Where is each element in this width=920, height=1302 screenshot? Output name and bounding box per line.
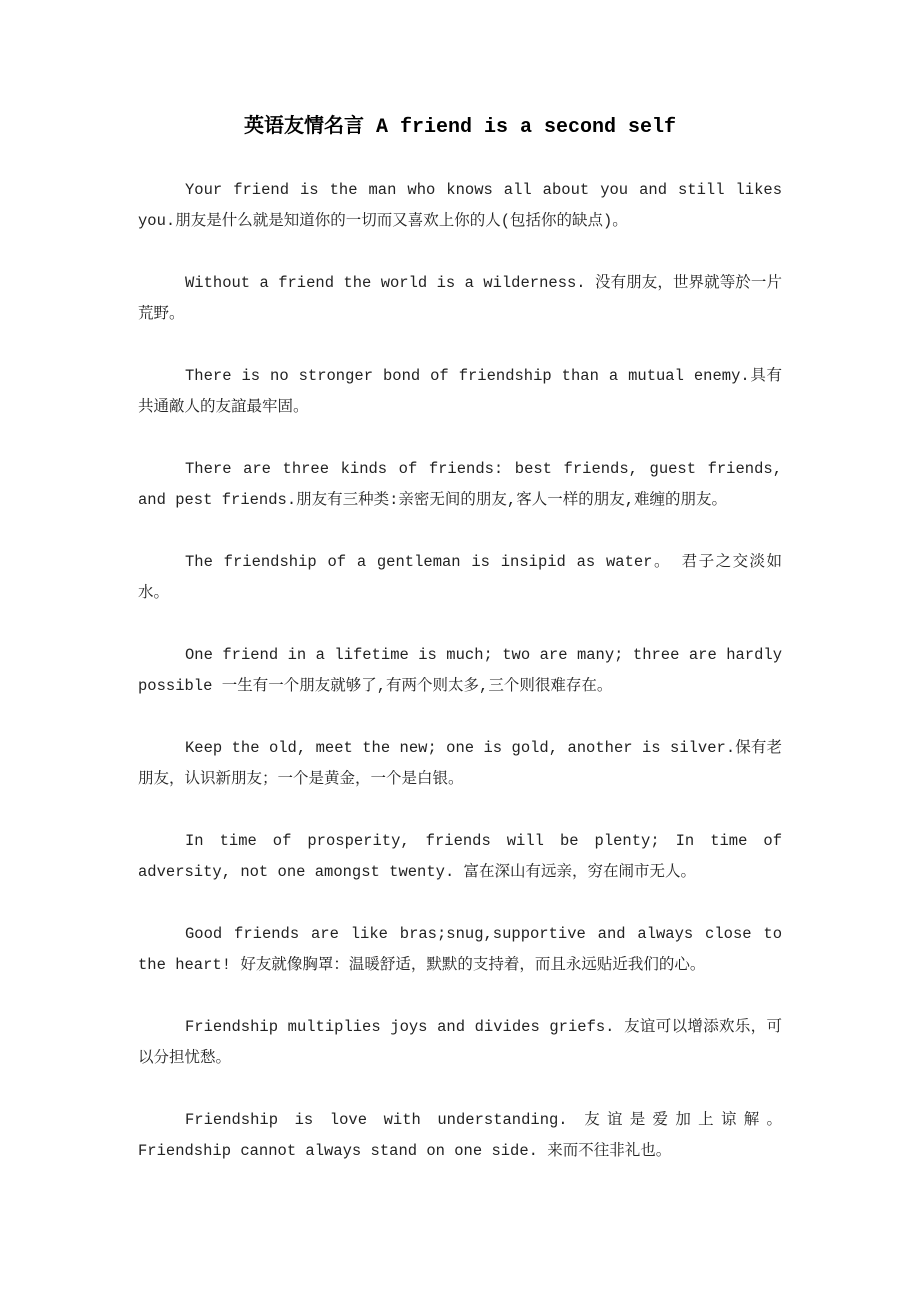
- quote-paragraph: There are three kinds of friends: best friends, guest friends, and pest friends.朋友有三种类:亲密无间的朋友,客人一样的朋友,难缠的朋友。: [138, 460, 782, 509]
- quote-paragraph: Friendship is love with understanding. 友谊是爱加上谅解。 Friendship cannot always stand on one side. 来而不往非礼也。: [138, 1111, 782, 1160]
- quote-paragraph: In time of prosperity, friends will be plenty; In time of adversity, not one amongst twenty. 富在深山有远亲，穷在闹市无人。: [138, 832, 782, 881]
- quote-paragraph: Your friend is the man who knows all about you and still likes you.朋友是什么就是知道你的一切而又喜欢上你的人(包括你的缺点)。: [138, 181, 782, 230]
- quote-paragraph: The friendship of a gentleman is insipid as water。 君子之交淡如水。: [138, 553, 782, 602]
- quote-paragraph: There is no stronger bond of friendship than a mutual enemy.具有共通敵人的友誼最牢固。: [138, 367, 782, 416]
- quote-paragraph: Good friends are like bras;snug,supportive and always close to the heart! 好友就像胸罩：温暖舒适，默默的支持着，而且永远贴近我们的心。: [138, 925, 782, 974]
- quote-paragraph: Friendship multiplies joys and divides griefs. 友谊可以增添欢乐，可以分担忧愁。: [138, 1018, 782, 1067]
- quote-paragraph: Keep the old, meet the new; one is gold, another is silver.保有老朋友，认识新朋友；一个是黄金，一个是白银。: [138, 739, 782, 788]
- document-title: 英语友情名言 A friend is a second self: [243, 116, 677, 139]
- document-body: [138, 175, 782, 1198]
- quote-paragraph: One friend in a lifetime is much; two are many; three are hardly possible 一生有一个朋友就够了,有两个则太多,三个则很难存在。: [138, 646, 782, 695]
- quote-paragraph: Without a friend the world is a wilderness. 没有朋友，世界就等於一片荒野。: [138, 274, 782, 323]
